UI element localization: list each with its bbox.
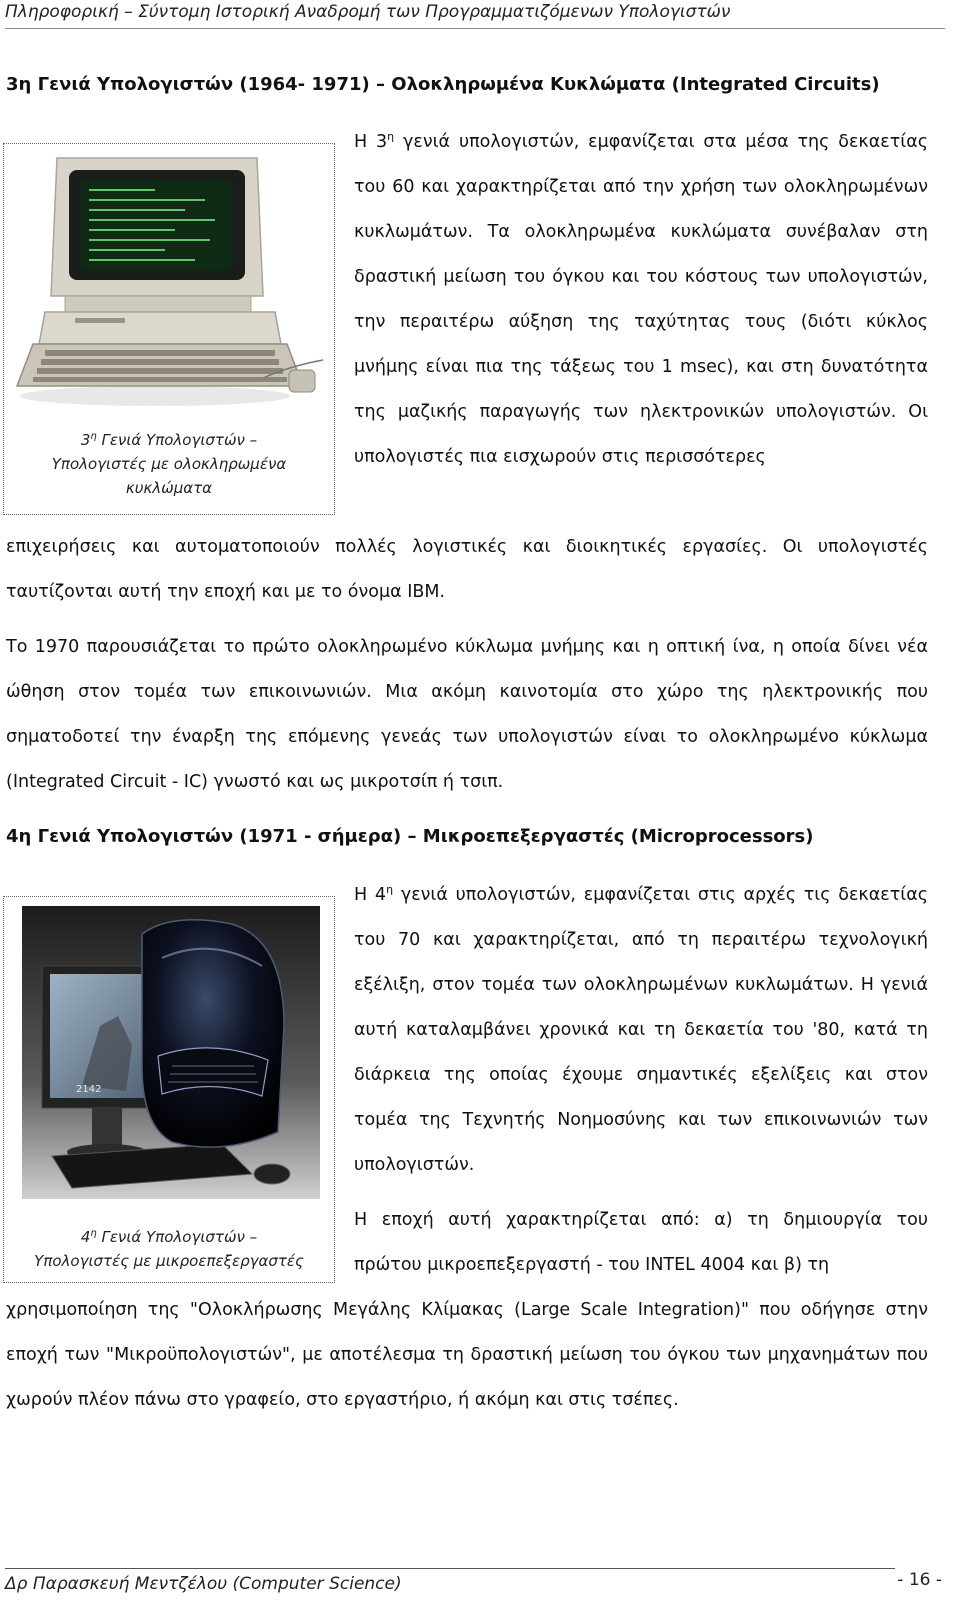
- screen-label: 2142: [76, 1084, 102, 1095]
- page-header: Πληροφορική – Σύντομη Ιστορική Αναδρομή των Προγραμματιζόμενων Υπολογιστών: [5, 2, 945, 29]
- figure-caption-3rd-generation: $3^\eta$ Γενιά Υπολογιστών – Υπολογιστές με ολοκληρωμένα κυκλώματα: [51, 431, 287, 497]
- footer-divider: [5, 1568, 895, 1569]
- section-heading-3rd-generation: 3η Γενιά Υπολογιστών (1964- 1971) – Ολοκληρωμένα Κυκλώματα (Integrated Circuits): [6, 74, 880, 95]
- figure-caption-4th-generation: $4^\eta$ Γενιά Υπολογιστών – Υπολογιστές με μικροεπεξεργαστές: [34, 1228, 304, 1270]
- section3-paragraph-2: Το 1970 παρουσιάζεται το πρώτο ολοκληρωμένο κύκλωμα μνήμης και η οπτική ίνα, η οποία δίνει νέα ώθηση στον τομέα των επικοινωνιών. Μια ακόμη καινοτομία στο χώρο της ηλεκτρονικής που σηματοδοτεί την έναρξη της επόμενης γενεάς των υπολογιστών είναι το ολοκληρωμένο κύκλωμα (Integrated Circuit - IC) γνωστό και ως μικροτσίπ ή τσιπ.: [6, 637, 928, 792]
- section4-intro-paragraph: Η $4^\eta$ γενιά υπολογιστών, εμφανίζεται στις αρχές τις δεκαετίας του 70 και χαρακτηρίζεται, από τη περαιτέρω τεχνολογική εξέλιξη, στον τομέα των ολοκληρωμένων κυκλωμάτων. Η γενιά αυτή καταλαμβάνει χρονικά και τη δεκαετία του '80, κατά τη διάρκεια της οποίας έχουμε σημαντικές εξελίξεις και στον τομέα της Τεχνητής Νοημοσύνης και των επικοινωνιών των υπολογιστών.: [354, 883, 928, 1175]
- figure-3rd-generation: [3, 143, 335, 515]
- section3-intro-paragraph: Η $3^\eta$ γενιά υπολογιστών, εμφανίζεται στα μέσα της δεκαετίας του 60 και χαρακτηρίζεται από την χρήση των ολοκληρωμένων κυκλωμάτων. Τα ολοκληρωμένα κυκλώματα συνέβαλαν στη δραστική μείωση του όγκου και του κόστους των υπολογιστών, την περαιτέρω αύξηση της ταχύτητας τους (διότι κύκλος μνήμης είναι πια της τάξεως του 1 msec), και στη δυνατότητα της μαζικής παραγωγής των ηλεκτρονικών υπολογιστών. Οι υπολογιστές πια εισχωρούν στις περισσότερες: [354, 130, 928, 467]
- section4-paragraph-2-start: Η εποχή αυτή χαρακτηρίζεται από: α) τη δημιουργία του πρώτου μικροεπεξεργαστή - του INTEL 4004 και β) τη: [354, 1210, 928, 1275]
- section4-paragraph-2-rest: χρησιμοποίηση της "Ολοκλήρωσης Μεγάλης Κλίμακας (Large Scale Integration)" που οδήγησε στην εποχή των "Μικροϋπολογιστών", με αποτέλεσμα τη δραστική μείωση του όγκου των μηχανημάτων που χωρούν πλέον πάνω στο γραφείο, στο εργαστήριο, ή ακόμη και στις τσέπες.: [6, 1300, 928, 1410]
- page-number: - 16 -: [897, 1570, 942, 1590]
- figure-4th-generation: [3, 896, 335, 1283]
- computer-image-3rd-generation: [5, 146, 335, 416]
- section-heading-4th-generation: 4η Γενιά Υπολογιστών (1971 - σήμερα) – Μικροεπεξεργαστές (Microprocessors): [6, 826, 814, 847]
- section3-continuation-paragraph: επιχειρήσεις και αυτοματοποιούν πολλές λογιστικές και διοικητικές εργασίες. Οι υπολογιστές ταυτίζονται αυτή την εποχή και με το όνομα IBM.: [6, 537, 928, 602]
- computer-image-4th-generation: [22, 906, 320, 1199]
- footer-author: Δρ Παρασκευή Μεντζέλου (Computer Science): [5, 1574, 402, 1594]
